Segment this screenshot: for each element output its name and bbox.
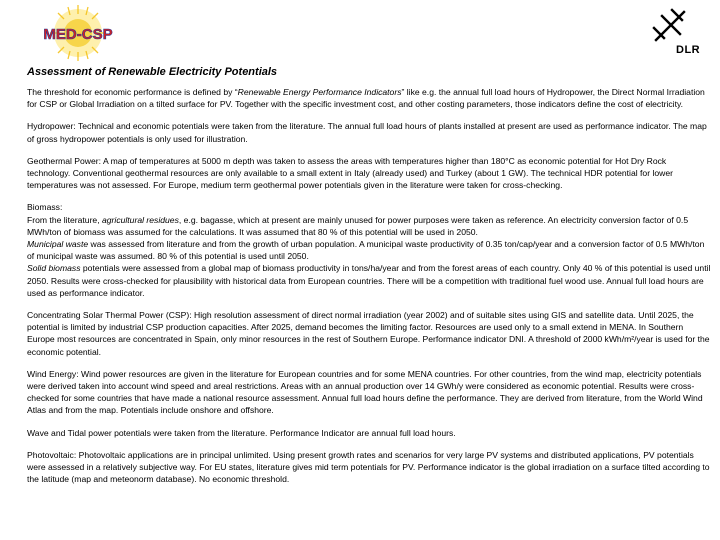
- page-title: Assessment of Renewable Electricity Potentials: [27, 66, 278, 78]
- med-csp-logo: [28, 2, 128, 64]
- geothermal-paragraph: Geothermal Power: A map of temperatures at 5000 m depth was taken to assess the areas with temperatures higher than 180°C as economic potential for Hot Dry Rock technology. Conventional geothermal resources are only available to a small extent in Italy (already used) and Turkey (about 1 GW). The technical HDR potential for lower temperatures was not assessed. For Europe, medium term geothermal power potentials given in the literature were taken for cross-checking.: [27, 155, 673, 191]
- hydropower-paragraph: Hydropower: Technical and economic potentials were taken from the literature. The annual full load hours of plants installed at present are used as performance indicator. The map of gross hydropower potentials is only used for illustration.: [27, 121, 707, 144]
- dlr-logo-text: DLR: [676, 44, 701, 56]
- body-text: [27, 86, 711, 495]
- biomass-paragraph: Biomass: From the literature, agricultural residues, e.g. bagasse, which at present are mainly unused for power purposes were taken as reference. An electricity conversion factor of 0.5 MWh/ton of biomass was assumed for the calculations. It was assumed that 80 % of this potential will be used in 2050. Municipal waste was assessed from literature and from the growth of urban population. A municipal waste productivity of 0.35 ton/cap/year and a conversion factor of 0.5 MWh/ton of municipal waste was assumed. 80 % of this potential is used until 2050. Solid biomass potentials were assessed from a global map of biomass productivity in tons/ha/year and from the forest areas of each country. Only 40 % of this potential is used until 2050. Results were cross-checked for plausibility with historical data from European countries. There will be a competition with traditional fuel wood use. Annual full load hours are used as performance indicator.: [27, 202, 711, 298]
- intro-paragraph: The threshold for economic performance is defined by “Renewable Energy Performance Indicators” like e.g. the annual full load hours of Hydropower, the Direct Normal Irradiation for CSP or Global Irradiation on a tilted surface for PV. Together with the specific investment cost, and other costing parameters, those indicators define the cost of electricity.: [27, 87, 705, 110]
- csp-paragraph: Concentrating Solar Thermal Power (CSP): High resolution assessment of direct normal irradiation (year 2002) and of suitable sites using GIS and satellite data. Until 2025, the potential is limited by industrial CSP production capacities. After 2025, demand becomes the limiting factor. Resources are used only to a small extend in MENA. In Southern Europe most resources are concentrated in Spain, only minor resources in the rest of Southern Europe. Performance indicator DNI. A threshold of 2000 kWh/m²/year is used for the economic potential.: [27, 310, 710, 357]
- med-csp-logo-text: MED-CSP: [43, 26, 113, 43]
- photovoltaic-paragraph: Photovoltaic: Photovoltaic applications are in principal unlimited. Using present growth rates and scenarios for very large PV systems and distributed applications, PV potentials were assessed in a relatively subjective way. For EU states, literature gives mid term potentials for PV. Performance indicator is the global irradiation on a surface tilted according to the latitude (map and meteonorm database). No economic threshold.: [27, 449, 710, 485]
- wind-paragraph: Wind Energy: Wind power resources are given in the literature for European countries and for some MENA countries. For other countries, from the wind map, electricity potentials were derived taken into account wind speed and areal restrictions. Areas with an annual production over 14 GWh/y were considered as economic potential. Results were cross-checked for some countries that have made a national resource assessment. Annual full load hours define the performance. They are derived from literature, from the World Wind Atlas and from the map. Potentials include onshore and offshore.: [27, 368, 703, 416]
- wave-tidal-paragraph: Wave and Tidal power potentials were taken from the literature. Performance Indicator are annual full load hours.: [27, 427, 456, 438]
